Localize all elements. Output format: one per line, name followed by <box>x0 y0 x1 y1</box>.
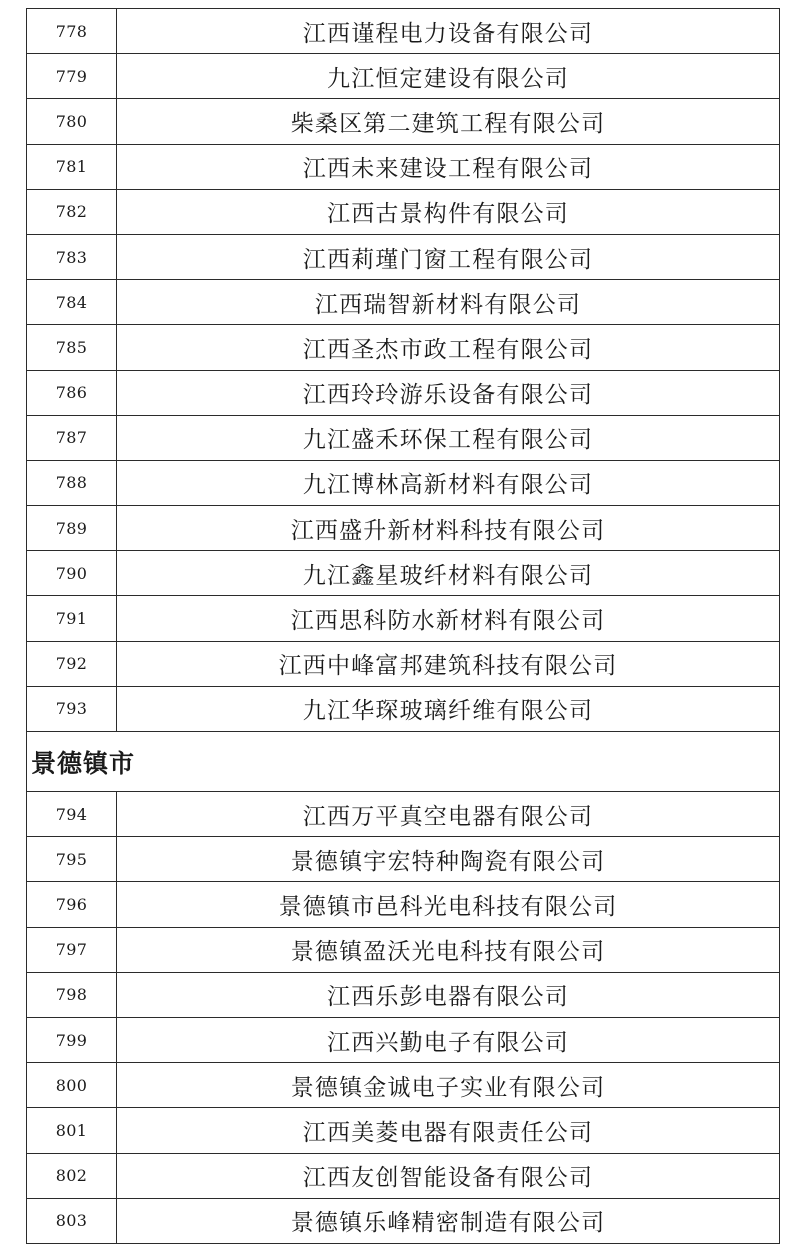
table-row <box>27 325 780 370</box>
row-number: 792 <box>27 641 117 686</box>
table-row <box>27 686 780 731</box>
table-row <box>27 882 780 927</box>
row-number: 795 <box>27 837 117 882</box>
table-row <box>27 234 780 279</box>
row-number: 791 <box>27 596 117 641</box>
company-name: 江西兴勤电子有限公司 <box>117 1017 780 1062</box>
company-name: 九江博林高新材料有限公司 <box>117 460 780 505</box>
row-number: 788 <box>27 460 117 505</box>
company-table <box>26 8 780 1244</box>
table-row <box>27 370 780 415</box>
company-name: 九江盛禾环保工程有限公司 <box>117 415 780 460</box>
table-row <box>27 1153 780 1198</box>
table-row <box>27 972 780 1017</box>
company-name: 景德镇市邑科光电科技有限公司 <box>117 882 780 927</box>
company-name: 柴桑区第二建筑工程有限公司 <box>117 99 780 144</box>
company-name: 景德镇金诚电子实业有限公司 <box>117 1063 780 1108</box>
row-number: 784 <box>27 280 117 325</box>
company-name: 景德镇乐峰精密制造有限公司 <box>117 1198 780 1243</box>
table-row <box>27 551 780 596</box>
table-row <box>27 596 780 641</box>
table-row <box>27 1017 780 1062</box>
row-number: 799 <box>27 1017 117 1062</box>
company-name: 江西万平真空电器有限公司 <box>117 792 780 837</box>
table-row <box>27 506 780 551</box>
table-row <box>27 792 780 837</box>
company-name: 江西中峰富邦建筑科技有限公司 <box>117 641 780 686</box>
row-number: 778 <box>27 9 117 54</box>
row-number: 798 <box>27 972 117 1017</box>
company-name: 江西谨程电力设备有限公司 <box>117 9 780 54</box>
table-section-header <box>27 732 780 792</box>
company-name: 江西乐彭电器有限公司 <box>117 972 780 1017</box>
table-row <box>27 54 780 99</box>
table-row <box>27 927 780 972</box>
company-name: 江西盛升新材料科技有限公司 <box>117 506 780 551</box>
row-number: 781 <box>27 144 117 189</box>
company-list-document <box>26 8 780 1244</box>
table-row <box>27 280 780 325</box>
row-number: 780 <box>27 99 117 144</box>
row-number: 783 <box>27 234 117 279</box>
row-number: 803 <box>27 1198 117 1243</box>
company-name: 九江鑫星玻纤材料有限公司 <box>117 551 780 596</box>
row-number: 787 <box>27 415 117 460</box>
company-name: 景德镇盈沃光电科技有限公司 <box>117 927 780 972</box>
company-name: 江西瑞智新材料有限公司 <box>117 280 780 325</box>
company-name: 江西友创智能设备有限公司 <box>117 1153 780 1198</box>
table-row <box>27 641 780 686</box>
row-number: 785 <box>27 325 117 370</box>
company-name: 江西思科防水新材料有限公司 <box>117 596 780 641</box>
section-title: 景德镇市 <box>27 732 780 792</box>
company-name: 江西玲玲游乐设备有限公司 <box>117 370 780 415</box>
row-number: 801 <box>27 1108 117 1153</box>
company-name: 九江恒定建设有限公司 <box>117 54 780 99</box>
table-row <box>27 1108 780 1153</box>
company-name: 九江华琛玻璃纤维有限公司 <box>117 686 780 731</box>
row-number: 797 <box>27 927 117 972</box>
company-name: 江西古景构件有限公司 <box>117 189 780 234</box>
row-number: 800 <box>27 1063 117 1108</box>
table-row <box>27 837 780 882</box>
table-row <box>27 460 780 505</box>
table-row <box>27 99 780 144</box>
table-row <box>27 9 780 54</box>
company-name: 江西莉瑾门窗工程有限公司 <box>117 234 780 279</box>
row-number: 790 <box>27 551 117 596</box>
table-row <box>27 189 780 234</box>
row-number: 789 <box>27 506 117 551</box>
row-number: 782 <box>27 189 117 234</box>
section-row <box>27 732 780 792</box>
row-number: 794 <box>27 792 117 837</box>
company-name: 江西未来建设工程有限公司 <box>117 144 780 189</box>
table-row <box>27 415 780 460</box>
company-name: 江西美菱电器有限责任公司 <box>117 1108 780 1153</box>
row-number: 793 <box>27 686 117 731</box>
table-row <box>27 144 780 189</box>
row-number: 786 <box>27 370 117 415</box>
row-number: 802 <box>27 1153 117 1198</box>
row-number: 796 <box>27 882 117 927</box>
company-name: 景德镇宇宏特种陶瓷有限公司 <box>117 837 780 882</box>
table-body-jingdezhen <box>27 792 780 1244</box>
table-body-jiujiang <box>27 9 780 732</box>
company-name: 江西圣杰市政工程有限公司 <box>117 325 780 370</box>
table-row <box>27 1198 780 1243</box>
row-number: 779 <box>27 54 117 99</box>
table-row <box>27 1063 780 1108</box>
